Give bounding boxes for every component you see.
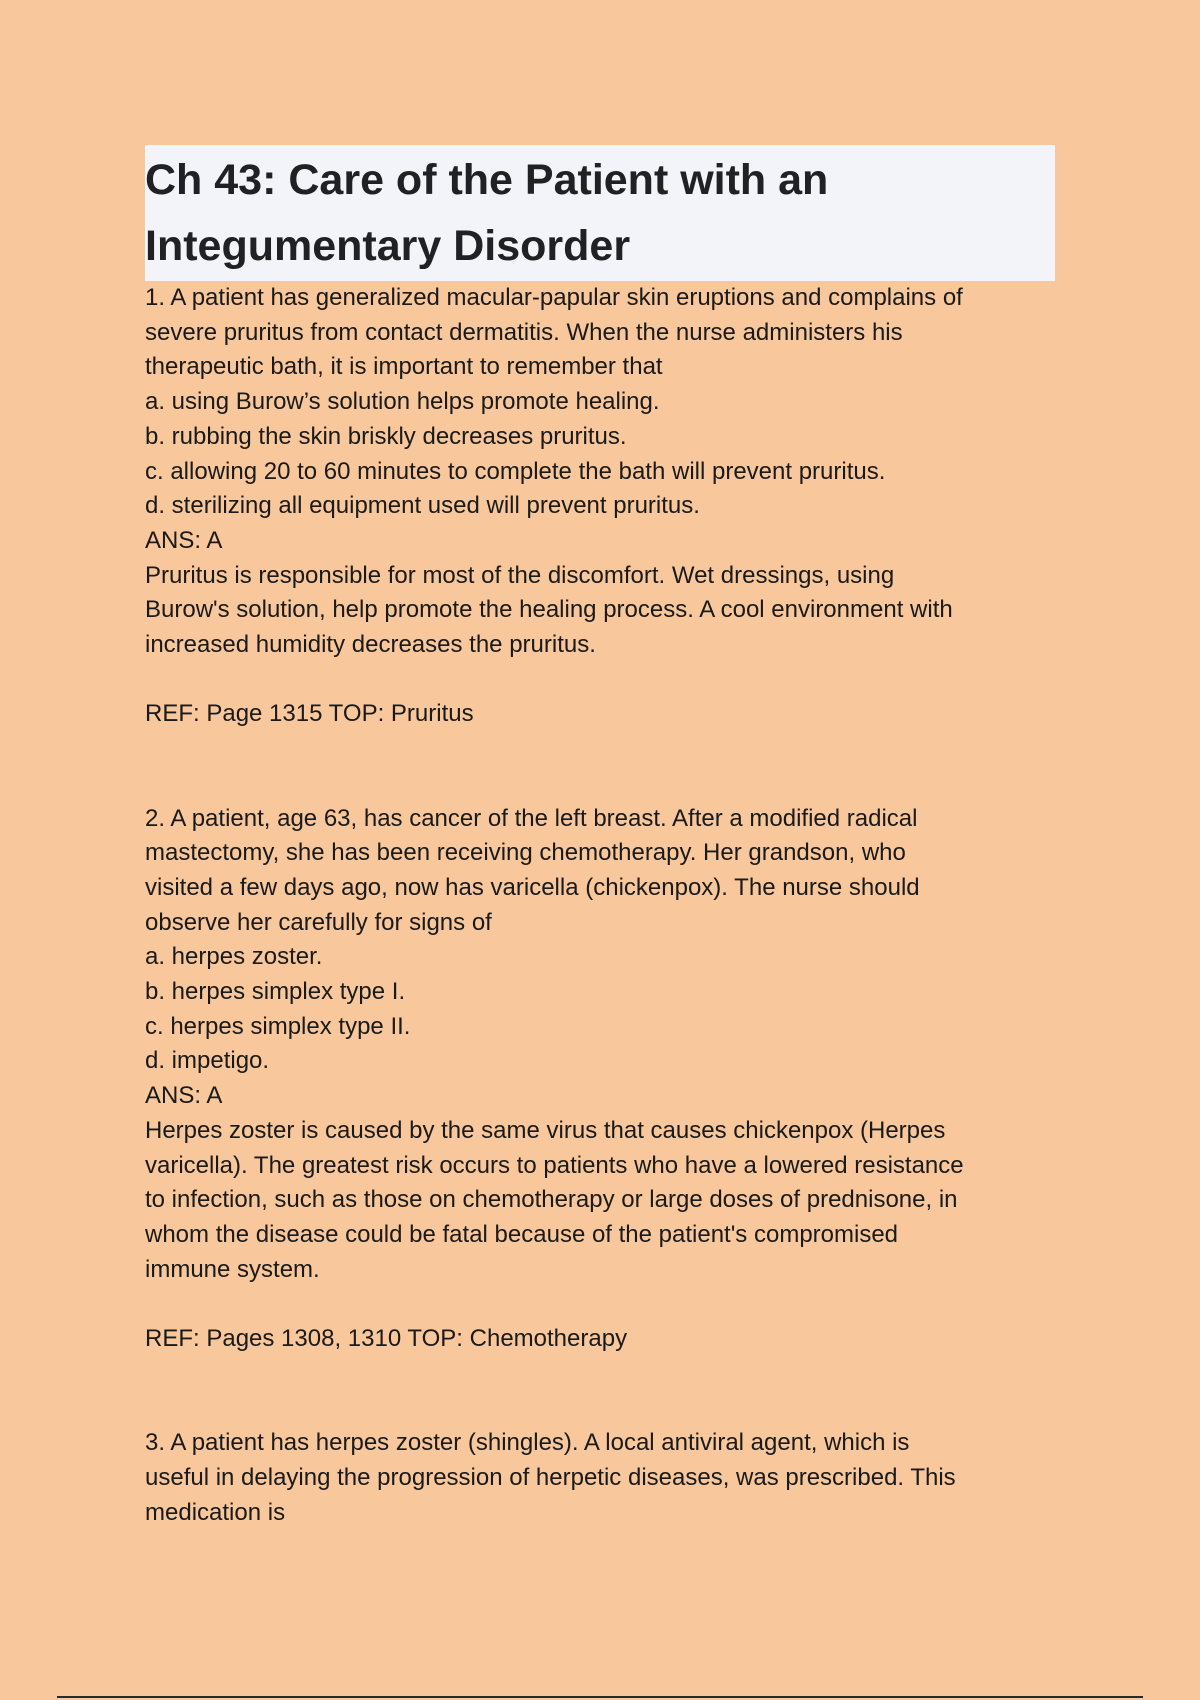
document-title bbox=[145, 145, 1055, 279]
title-box bbox=[145, 145, 1055, 281]
answer-option-c: c. allowing 20 to 60 minutes to complete the bath will prevent pruritus. bbox=[145, 457, 886, 485]
spacer bbox=[145, 1357, 1055, 1426]
rationale-line: Burow's solution, help promote the healing process. A cool environment with bbox=[145, 596, 953, 624]
answer-option-d: d. sterilizing all equipment used will prevent pruritus. bbox=[145, 492, 700, 520]
question-stem-line: 3. A patient has herpes zoster (shingles). A local antiviral agent, which is bbox=[145, 1429, 910, 1457]
answer-option-a: a. using Burow’s solution helps promote healing. bbox=[145, 388, 660, 416]
answer-option-b: b. rubbing the skin briskly decreases pruritus. bbox=[145, 422, 627, 450]
question-3 bbox=[145, 1426, 1055, 1530]
question-stem-line: therapeutic bath, it is important to remember that bbox=[145, 353, 663, 381]
question-stem-line: 1. A patient has generalized macular-papular skin eruptions and complains of bbox=[145, 284, 963, 311]
spacer bbox=[145, 663, 1055, 698]
answer-option-d: d. impetigo. bbox=[145, 1047, 270, 1075]
rationale-line: increased humidity decreases the pruritus. bbox=[145, 631, 596, 659]
answer-option-a: a. herpes zoster. bbox=[145, 943, 323, 971]
rationale-line: immune system. bbox=[145, 1255, 320, 1283]
question-stem-line: useful in delaying the progression of herpetic diseases, was prescribed. This bbox=[145, 1463, 956, 1491]
question-stem-line: mastectomy, she has been receiving chemotherapy. Her grandson, who bbox=[145, 839, 906, 867]
answer-key: ANS: A bbox=[145, 526, 223, 554]
rationale-line: whom the disease could be fatal because of the patient's compromised bbox=[145, 1220, 899, 1248]
spacer bbox=[145, 1287, 1055, 1322]
title-line: Integumentary Disorder bbox=[145, 222, 631, 270]
question-1 bbox=[145, 281, 1055, 732]
answer-key: ANS: A bbox=[145, 1082, 223, 1110]
answer-option-c: c. herpes simplex type II. bbox=[145, 1012, 411, 1040]
reference-line: REF: Pages 1308, 1310 TOP: Chemotherapy bbox=[145, 1325, 628, 1353]
page-bottom-rule bbox=[57, 1696, 1143, 1698]
question-stem-line: 2. A patient, age 63, has cancer of the left breast. After a modified radical bbox=[145, 804, 918, 832]
rationale-line: to infection, such as those on chemotherapy or large doses of prednisone, in bbox=[145, 1186, 958, 1214]
spacer bbox=[145, 732, 1055, 801]
title-line: Ch 43: Care of the Patient with an bbox=[145, 156, 829, 204]
rationale-line: varicella). The greatest risk occurs to patients who have a lowered resistance bbox=[145, 1151, 964, 1179]
question-stem-line: severe pruritus from contact dermatitis. When the nurse administers his bbox=[145, 318, 903, 346]
question-stem-line: medication is bbox=[145, 1498, 286, 1526]
question-2 bbox=[145, 802, 1055, 1357]
answer-option-b: b. herpes simplex type I. bbox=[145, 978, 406, 1006]
reference-line: REF: Page 1315 TOP: Pruritus bbox=[145, 700, 474, 728]
question-stem-line: visited a few days ago, now has varicella (chickenpox). The nurse should bbox=[145, 873, 920, 901]
document-page bbox=[145, 145, 1055, 1530]
rationale-line: Herpes zoster is caused by the same virus that causes chickenpox (Herpes bbox=[145, 1116, 946, 1144]
question-stem-line: observe her carefully for signs of bbox=[145, 908, 492, 936]
rationale-line: Pruritus is responsible for most of the discomfort. Wet dressings, using bbox=[145, 561, 895, 589]
